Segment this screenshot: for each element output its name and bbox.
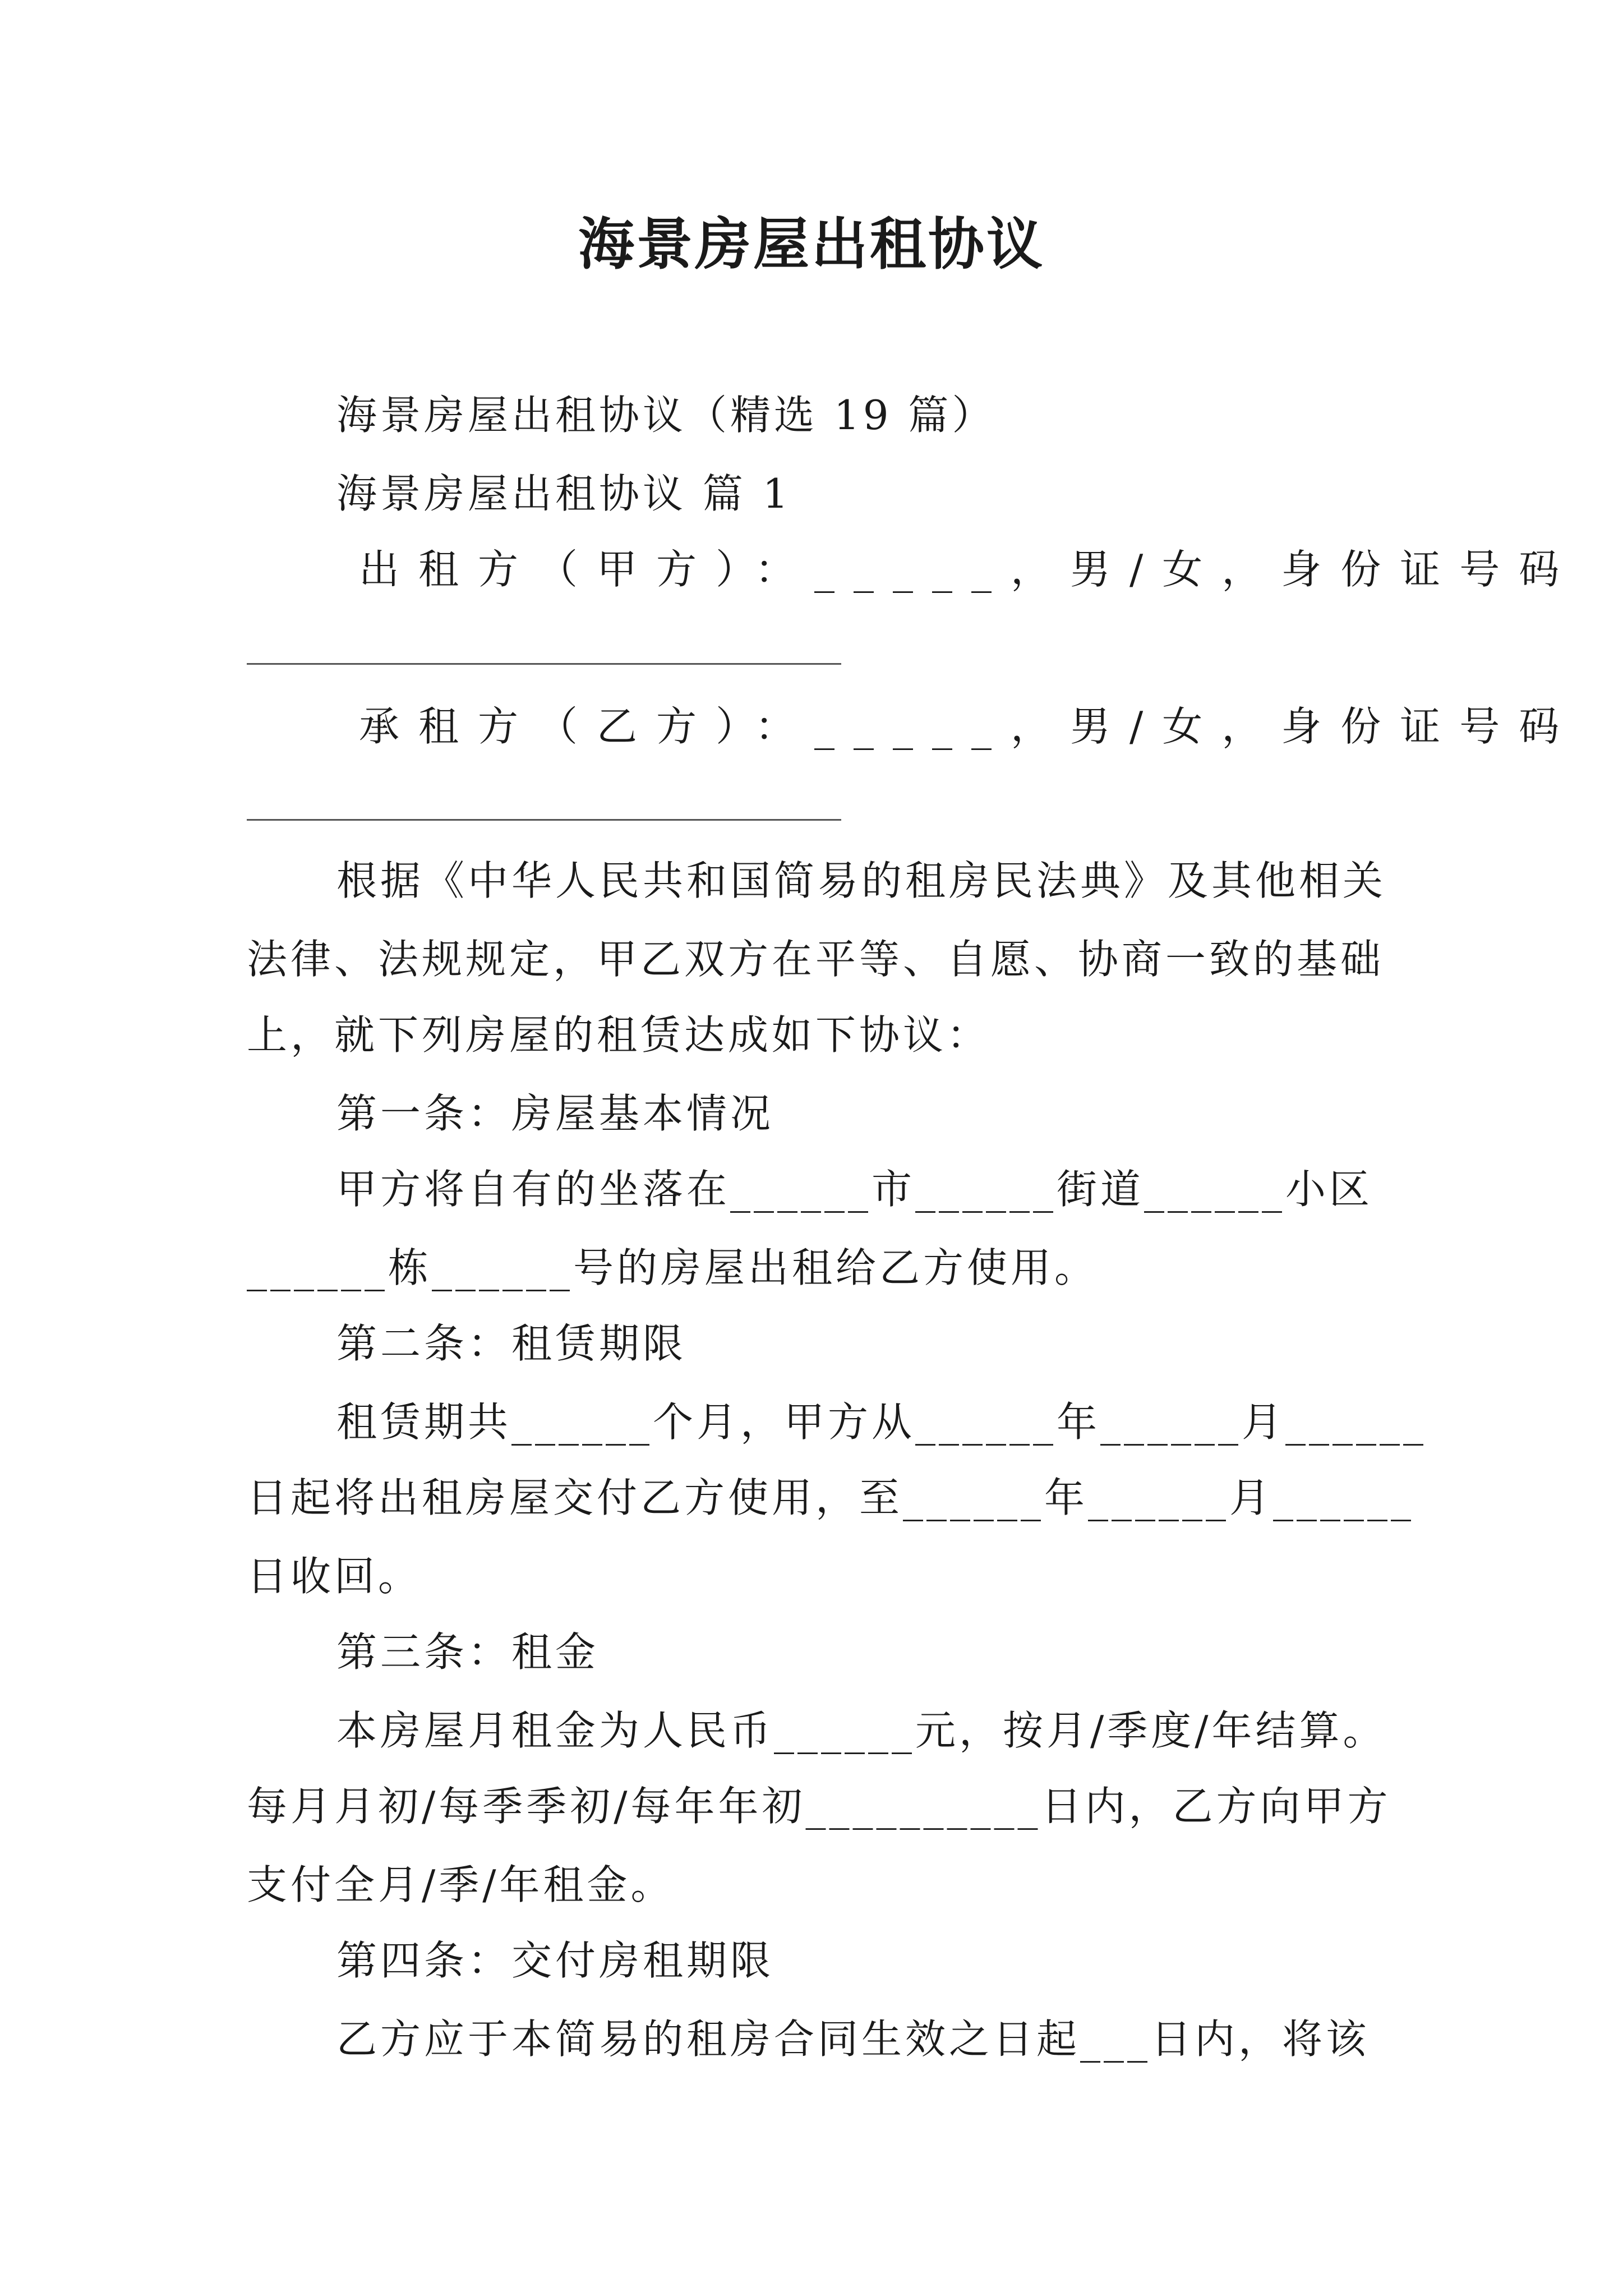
article-1-heading: 第一条：房屋基本情况 [336,1090,774,1137]
document-title: 海景房屋出租协议 [578,211,1045,277]
lessor-line: 出租方（甲方）：_____，男/女，身份证号码 [359,546,1579,593]
article-2-heading: 第二条：租赁期限 [336,1320,687,1367]
article-3-line-3: 支付全月/季/年租金。 [247,1861,675,1908]
intro-line-2: 法律、法规规定，甲乙双方在平等、自愿、协商一致的基础 [247,936,1385,983]
document-subtitle: 海景房屋出租协议（精选 19 篇） [336,392,996,439]
article-2-line-1: 租赁期共______个月，甲方从______年______月______ [336,1398,1427,1446]
article-3-line-2: 每月月初/每季季初/每年年初__________日内，乙方向甲方 [247,1783,1391,1830]
article-3-line-1: 本房屋月租金为人民币______元，按月/季度/年结算。 [336,1707,1387,1754]
article-1-line-1: 甲方将自有的坐落在______市______街道______小区 [336,1166,1373,1213]
article-2-line-3: 日收回。 [247,1553,422,1600]
article-4-line-1: 乙方应于本简易的租房合同生效之日起___日内，将该 [336,2016,1370,2063]
intro-line-3: 上，就下列房屋的租赁达成如下协议： [247,1011,991,1059]
lessee-line: 承租方（乙方）：_____，男/女，身份证号码 [359,703,1579,750]
intro-line-1: 根据《中华人民共和国简易的租房民法典》及其他相关 [336,857,1387,904]
article-2-line-2: 日起将出租房屋交付乙方使用，至______年______月______ [247,1474,1415,1521]
section-heading: 海景房屋出租协议 篇 1 [336,470,792,517]
lessor-id-blank [247,663,841,665]
lessee-id-blank [247,819,841,821]
article-4-heading: 第四条：交付房租期限 [336,1937,774,1984]
article-1-line-2: ______栋______号的房屋出租给乙方使用。 [247,1244,1099,1291]
article-3-heading: 第三条：租金 [336,1628,600,1676]
